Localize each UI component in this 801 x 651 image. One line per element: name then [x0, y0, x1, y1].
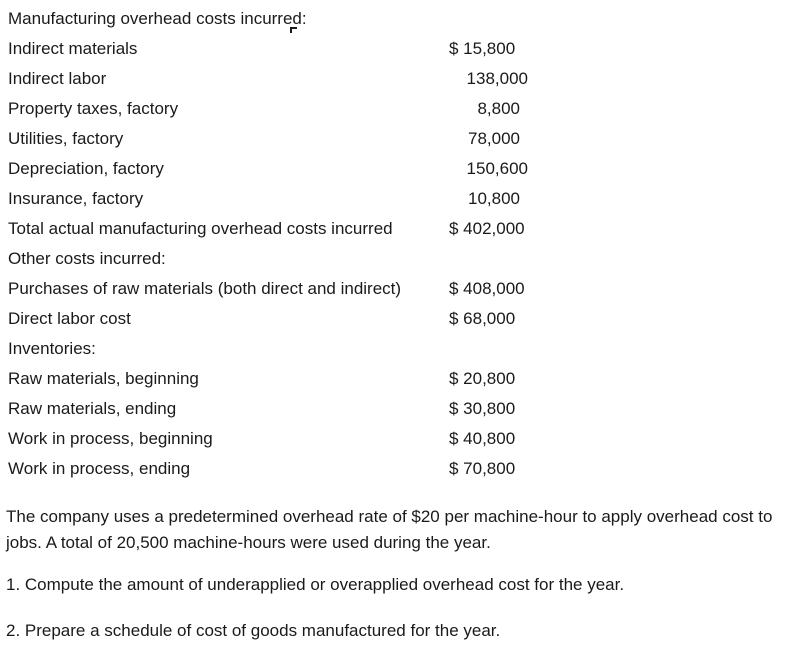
- row-amount: 8,800: [477, 99, 520, 118]
- row-wip-beginning: [8, 424, 568, 454]
- section-header-other: [8, 244, 568, 274]
- row-amount: $ 408,000: [449, 279, 525, 298]
- row-label: Raw materials, beginning: [8, 369, 199, 388]
- row-direct-labor: [8, 304, 568, 334]
- row-amount: $ 68,000: [449, 309, 516, 328]
- row-amount: 10,800: [468, 189, 520, 208]
- row-amount: $ 15,800: [449, 39, 516, 58]
- row-insurance: [8, 184, 568, 214]
- row-label: Raw materials, ending: [8, 399, 177, 418]
- row-label: Work in process, ending: [8, 459, 191, 478]
- row-indirect-labor: [8, 64, 568, 94]
- row-purchases: [8, 274, 568, 304]
- question-2: 2. Prepare a schedule of cost of goods manufactured for the year.: [6, 621, 501, 640]
- section-header-overhead: [8, 4, 568, 34]
- row-label: Work in process, beginning: [8, 429, 213, 448]
- row-label: Indirect materials: [8, 39, 138, 58]
- row-label: Insurance, factory: [8, 189, 144, 208]
- section-header-label: Other costs incurred:: [8, 249, 166, 268]
- section-header-label: Inventories:: [8, 339, 96, 358]
- row-amount: $ 30,800: [449, 399, 516, 418]
- row-indirect-materials: [8, 34, 568, 64]
- row-amount: $ 70,800: [449, 459, 516, 478]
- row-label: Total actual manufacturing overhead costs incurred: [8, 219, 393, 238]
- row-label: Depreciation, factory: [8, 159, 164, 178]
- row-label: Property taxes, factory: [8, 99, 179, 118]
- row-amount: 138,000: [466, 69, 528, 88]
- section-header-label: Manufacturing overhead costs incurred:: [8, 9, 307, 28]
- row-label: Direct labor cost: [8, 309, 131, 328]
- rate-paragraph: The company uses a predetermined overhead rate of $20 per machine-hour to apply overhead cost to jobs. A total of 20,500 machine-hours were used during the year.: [6, 507, 773, 552]
- row-amount: $ 402,000: [449, 219, 525, 238]
- row-amount: 150,600: [466, 159, 528, 178]
- text-cursor-icon: [290, 27, 297, 33]
- row-amount: 78,000: [468, 129, 520, 148]
- row-wip-ending: [8, 454, 568, 484]
- row-property-taxes: [8, 94, 568, 124]
- row-utilities: [8, 124, 568, 154]
- row-label: Purchases of raw materials (both direct and indirect): [8, 279, 402, 298]
- row-amount: $ 20,800: [449, 369, 516, 388]
- row-depreciation: [8, 154, 568, 184]
- row-label: Utilities, factory: [8, 129, 124, 148]
- row-rm-ending: [8, 394, 568, 424]
- row-total-overhead: [8, 214, 568, 244]
- section-header-inventories: [8, 334, 568, 364]
- row-rm-beginning: [8, 364, 568, 394]
- cost-data-table: [8, 4, 568, 484]
- row-label: Indirect labor: [8, 69, 107, 88]
- row-amount: $ 40,800: [449, 429, 516, 448]
- question-1: 1. Compute the amount of underapplied or overapplied overhead cost for the year.: [6, 575, 625, 594]
